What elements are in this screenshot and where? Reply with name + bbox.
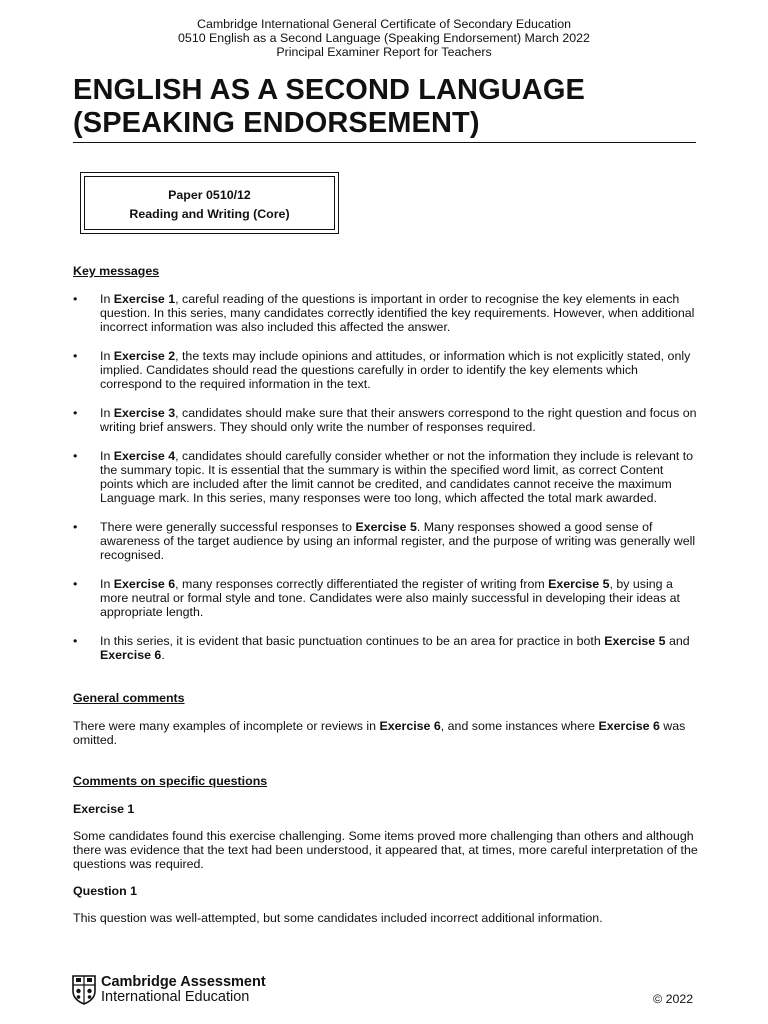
text: , careful reading of the questions is important in order to recognise the key elements in each question. In this series, many candidates correctly identified the key requirements. However, when additional incorrect information was also included this affected the answer. [100, 292, 695, 334]
text: In [100, 349, 114, 363]
title-line-1: ENGLISH AS A SECOND LANGUAGE [73, 74, 585, 106]
text: In this series, it is evident that basic punctuation continues to be an area for practice in both [100, 634, 605, 648]
exercise-ref: Exercise 2 [113, 349, 176, 363]
bullet-icon: • [73, 520, 78, 534]
text: was omitted. [73, 719, 686, 747]
header-syllabus: 0510 English as a Second Language (Speaking Endorsement) March 2022 [178, 31, 590, 45]
title-line-2: (SPEAKING ENDORSEMENT) [73, 107, 480, 139]
text: , by using a more neutral or formal style and tone. Candidates were also mainly successful in developing their ideas at appropriate length. [100, 577, 680, 619]
specific-comments-heading: Comments on specific questions [73, 774, 268, 788]
question-1-heading: Question 1 [73, 884, 138, 898]
exercise-ref: Exercise 4 [113, 449, 176, 463]
paper-box-inner [84, 176, 335, 230]
key-messages-list [73, 292, 698, 662]
title-rule [73, 142, 696, 143]
key-message-item [73, 292, 698, 334]
paper-box [80, 172, 339, 234]
report-body [73, 264, 698, 925]
text: , candidates should carefully consider whether or not the information they include is relevant to the summary topic. It is essential that the summary is within the specified word limit, as correct Content points which are included after the limit cannot be credited, and candidates cannot receive the maximum Language mark. In this series, many responses were too long, which affected the total mark awarded. [100, 449, 694, 505]
exercise-ref: Exercise 6 [598, 719, 660, 733]
key-message-item [73, 577, 698, 619]
paper-number: Paper 0510/12 [168, 188, 251, 202]
text: . Many responses showed a good sense of awareness of the target audience by using an informal register, and the purpose of writing was generally well recognised. [100, 520, 696, 562]
cambridge-logo [72, 975, 266, 1005]
key-message-item [73, 634, 698, 662]
bullet-icon: • [73, 449, 78, 463]
bullet-icon: • [73, 292, 78, 306]
exercise-ref: Exercise 5 [604, 634, 666, 648]
bullet-icon: • [73, 634, 78, 648]
general-comments-heading: General comments [73, 691, 185, 705]
exercise-ref: Exercise 3 [113, 406, 176, 420]
logo-line-1: Cambridge Assessment [101, 974, 266, 990]
exercise-ref: Exercise 6 [100, 648, 162, 662]
text: , the texts may include opinions and attitudes, or information which is not explicitly stated, only implied. Candidates should read the questions carefully in order to identify the key elements which correspond to the required information in the text. [100, 349, 691, 391]
exercise-ref: Exercise 1 [113, 292, 176, 306]
cambridge-shield-icon [72, 975, 96, 1005]
key-message-item [73, 349, 698, 391]
text: There were generally successful responses to [100, 520, 356, 534]
text: In [100, 292, 114, 306]
text: In [100, 449, 114, 463]
header-report-type: Principal Examiner Report for Teachers [276, 45, 492, 59]
key-messages-heading: Key messages [73, 264, 160, 278]
text: and [665, 634, 690, 648]
key-message-item [73, 406, 698, 434]
exercise-ref: Exercise 6 [379, 719, 441, 733]
text: , candidates should make sure that their answers correspond to the right question and focus on writing brief answers. They should only write the number of responses required. [100, 406, 697, 434]
text: There were many examples of incomplete or reviews in [73, 719, 380, 733]
text: , and some instances where [440, 719, 599, 733]
header-qualification: Cambridge International General Certificate of Secondary Education [197, 17, 571, 31]
exercise-1-text: Some candidates found this exercise challenging. Some items proved more challenging than others and although there was evidence that the text had been understood, it appeared that, at times, more careful interpretation of the questions was required. [73, 829, 698, 871]
exercise-ref: Exercise 6 [113, 577, 176, 591]
key-message-item [73, 449, 698, 505]
text: In [100, 577, 114, 591]
text: In [100, 406, 114, 420]
copyright: © 2022 [653, 992, 694, 1006]
bullet-icon: • [73, 406, 78, 420]
text: . [161, 648, 165, 662]
exercise-ref: Exercise 5 [355, 520, 417, 534]
paper-component: Reading and Writing (Core) [129, 207, 290, 221]
page-title [73, 74, 585, 140]
exercise-1-heading: Exercise 1 [73, 802, 135, 816]
key-message-item [73, 520, 698, 562]
bullet-icon: • [73, 349, 78, 363]
logo-wordmark [101, 975, 266, 1005]
text: , many responses correctly differentiated the register of writing from [175, 577, 549, 591]
logo-line-2: International Education [101, 989, 250, 1005]
question-1-text: This question was well-attempted, but some candidates included incorrect additional information. [73, 911, 603, 925]
running-header [0, 17, 768, 59]
bullet-icon: • [73, 577, 78, 591]
general-comments-text [73, 719, 698, 747]
exercise-ref: Exercise 5 [548, 577, 610, 591]
